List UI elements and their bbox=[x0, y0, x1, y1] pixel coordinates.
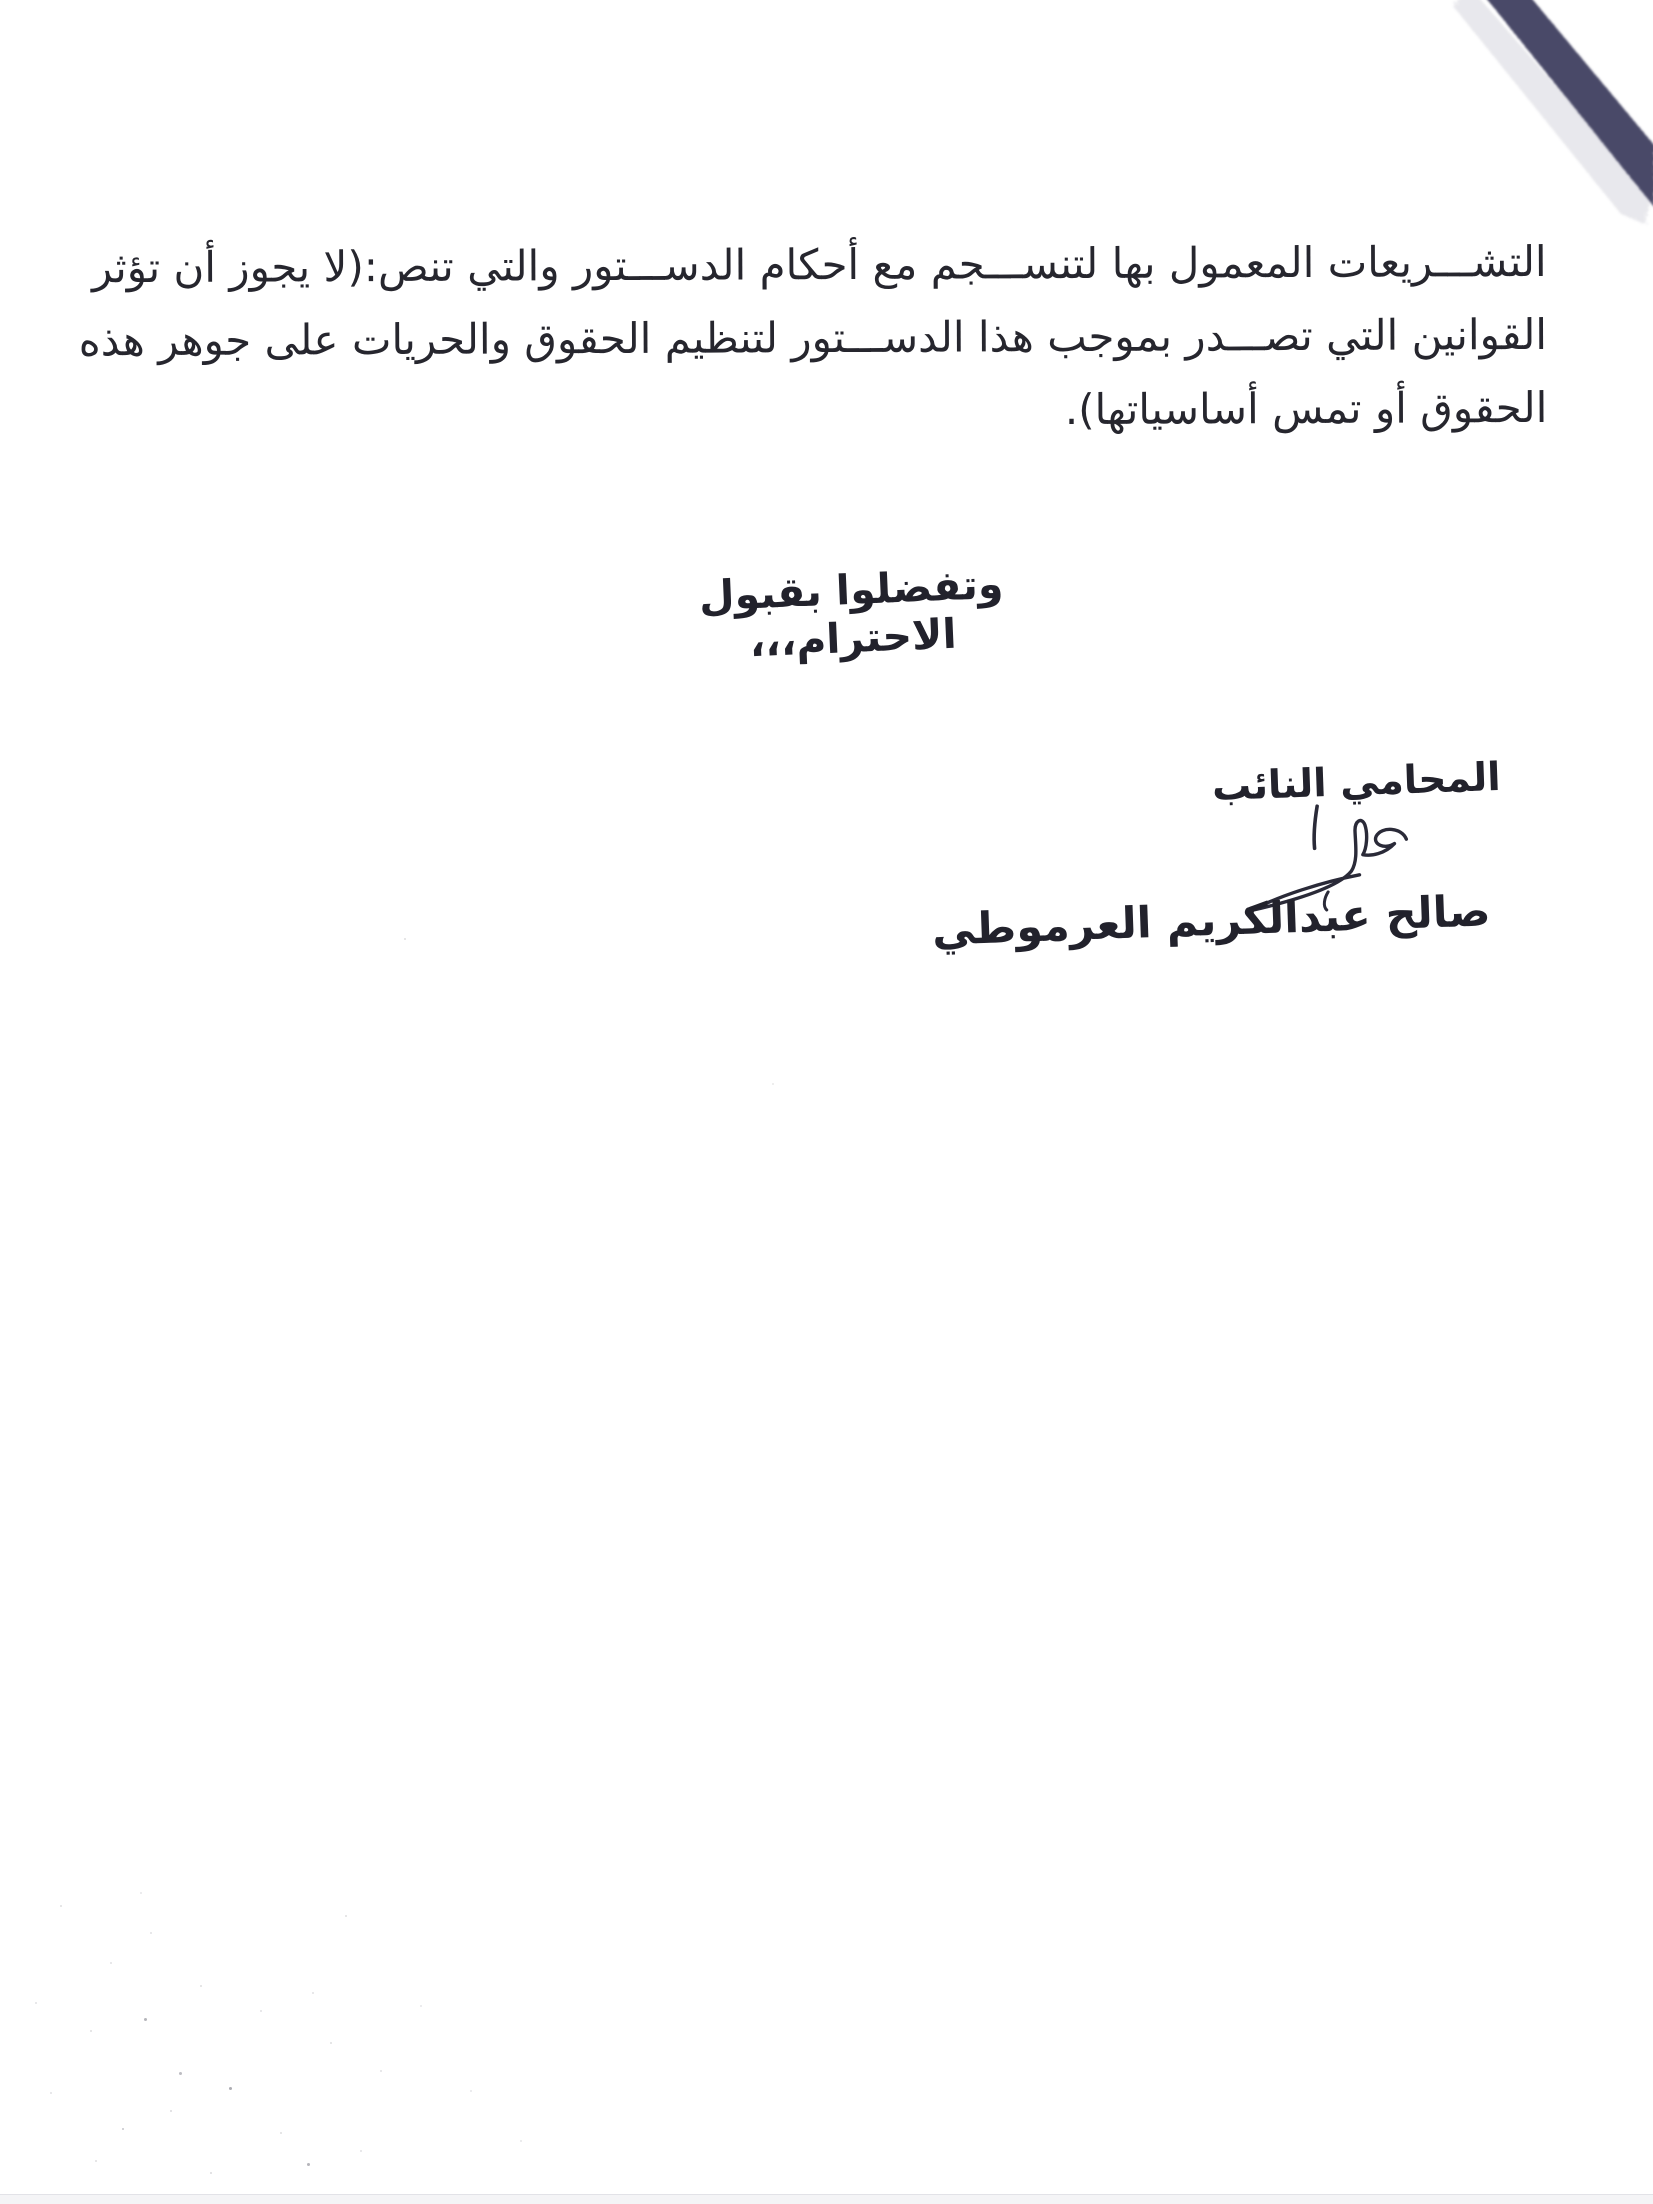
paragraph-line: التشـــريعات المعمول بها لتنســـجم مع أحكام الدســـتور والتي تنص:(لا يجوز أن تؤثر bbox=[91, 236, 1547, 293]
paragraph-line: القوانين التي تصـــدر بموجب هذا الدســـتور لتنظيم الحقوق والحريات على جوهر هذه bbox=[78, 309, 1548, 366]
scan-speck bbox=[170, 2110, 172, 2112]
scan-speck bbox=[110, 1962, 112, 1964]
scan-speck bbox=[122, 2128, 124, 2130]
scan-speck bbox=[330, 2042, 332, 2044]
scan-speck bbox=[90, 2030, 92, 2032]
signatory-title: المحامي النائب bbox=[1211, 754, 1502, 811]
scan-speck bbox=[380, 2070, 382, 2072]
paragraph-line: الحقوق أو تمس أساسياتها). bbox=[1064, 382, 1548, 435]
scan-speck bbox=[144, 2018, 147, 2021]
scan-speck bbox=[312, 1992, 314, 1994]
scan-speck bbox=[60, 1905, 62, 1907]
scan-speck bbox=[307, 2163, 310, 2166]
scan-speck bbox=[95, 2160, 97, 2162]
scan-speck bbox=[772, 1083, 774, 1085]
scan-speck bbox=[260, 2010, 262, 2012]
scan-speck bbox=[35, 2002, 37, 2004]
scan-speck bbox=[150, 1932, 152, 1934]
scan-speck bbox=[210, 2172, 212, 2174]
scan-speck bbox=[470, 2090, 472, 2092]
signatory-name: صالح عبدالكريم العرموطي bbox=[931, 886, 1492, 956]
scan-speck bbox=[50, 2092, 52, 2094]
scan-speck bbox=[280, 2132, 282, 2134]
scan-edge-shadow bbox=[0, 2194, 1653, 2204]
scan-speck bbox=[229, 2087, 232, 2090]
scan-speck bbox=[345, 1915, 347, 1917]
scan-speck bbox=[404, 938, 406, 940]
scan-speck bbox=[520, 2140, 522, 2142]
scan-speck bbox=[200, 1985, 202, 1987]
scan-speck bbox=[420, 2005, 422, 2007]
closing-salutation: وتفضلوا بقبول الاحترام،،، bbox=[697, 559, 1005, 667]
scan-corner-artifact bbox=[1383, 0, 1653, 240]
scan-speck bbox=[360, 2150, 362, 2152]
scan-speck bbox=[179, 2072, 182, 2075]
body-paragraph bbox=[78, 225, 1548, 450]
scan-speck bbox=[140, 1892, 142, 1894]
